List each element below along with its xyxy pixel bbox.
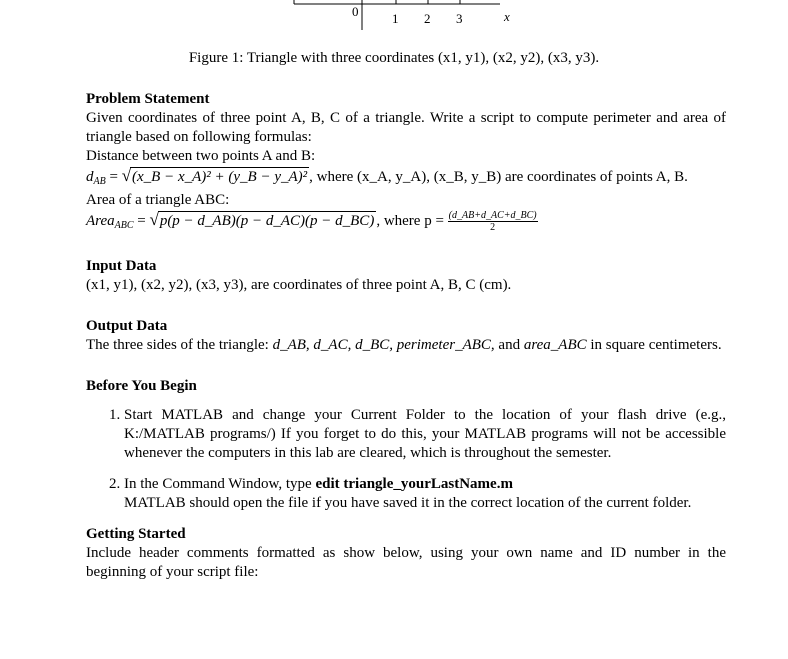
problem-heading: Problem Statement — [86, 91, 210, 107]
before-item-1: 1. Start MATLAB and change your Current Folder to the location of your flash drive (e.g., K:/MATLAB programs/) If you forget to do this, your MATLAB programs will not be accessible whenever the computers in this lab are cleared, which is throughout the semester. — [124, 406, 726, 463]
item2-prefix: In the Command Window, type — [124, 476, 316, 492]
figure-caption: Figure 1: Triangle with three coordinates (x1, y1), (x2, y2), (x3, y3). — [188, 50, 600, 66]
problem-section — [86, 90, 726, 235]
axis-label-1: 1 — [392, 11, 399, 26]
area-formula: Area$_{ABC}$ = √p(p − d_AB)(p − d_AC)(p − d_BC) , where p = $\frac{(d\_AB+d\_AC+d\_BC)}{2}$ — [86, 210, 537, 234]
getting-started-section — [86, 525, 726, 582]
output-vars: d_AB, d_AC, d_BC, perimeter_ABC, — [272, 337, 495, 353]
before-list — [86, 406, 726, 513]
input-section — [86, 257, 726, 295]
area-label: Area of a triangle ABC: — [86, 192, 230, 208]
p-numerator: (d_AB+d_AC+d_BC) — [448, 210, 537, 222]
axis-label-x: x — [504, 9, 510, 24]
area-where: , where p = — [376, 213, 444, 229]
output-area-var: area_ABC — [523, 337, 587, 353]
document-body — [86, 90, 726, 582]
output-text-end: in square centimeters. — [586, 337, 722, 353]
axis-label-3: 3 — [456, 11, 463, 26]
distance-lhs-sub: AB — [93, 176, 106, 187]
input-heading: Input Data — [86, 258, 157, 274]
output-and: and — [494, 337, 524, 353]
figure-axis-fragment — [290, 0, 530, 30]
problem-intro: Given coordinates of three point A, B, C of a triangle. Write a script to compute perimeter and area of triangle based on following formulas: — [86, 110, 726, 145]
before-section — [86, 377, 726, 513]
before-item-2 — [124, 475, 726, 513]
before-heading: Before You Begin — [86, 378, 197, 394]
distance-lhs: d — [86, 169, 94, 185]
sqrt-symbol: √ — [121, 166, 132, 185]
p-fraction — [448, 210, 538, 233]
distance-where: , where (x_A, y_A), (x_B, y_B) are coordinates of points A, B. — [309, 169, 688, 185]
item2-rest: MATLAB should open the file if you have saved it in the correct location of the current folder. — [124, 495, 692, 511]
distance-radicand: (x_B − x_A)² + (y_B − y_A)² — [132, 169, 308, 185]
p-denominator: 2 — [490, 222, 496, 234]
item2-command: edit triangle_yourLastName.m — [315, 476, 513, 492]
distance-formula: $d_{AB}$ = √(x_B − x_A)² + (y_B − y_A)² , where (x_A, y_A), (x_B, y_B) are coordinates of points A, B. — [86, 166, 688, 187]
axis-label-0: 0 — [352, 4, 359, 19]
getting-started-heading: Getting Started — [86, 526, 186, 542]
output-text-start: The three sides of the triangle: — [86, 337, 273, 353]
getting-started-text: Include header comments formatted as show below, using your own name and ID number in the beginning of your script file: — [86, 545, 726, 580]
area-lhs-sub: ABC — [114, 220, 134, 231]
output-heading: Output Data — [86, 318, 168, 334]
sqrt-symbol: √ — [149, 210, 159, 229]
area-radicand: p(p − d_AB)(p − d_AC)(p − d_BC) — [159, 213, 375, 229]
area-lhs: Area — [86, 213, 115, 229]
output-section — [86, 317, 726, 355]
axis-label-2: 2 — [424, 11, 431, 26]
input-text: (x1, y1), (x2, y2), (x3, y3), are coordinates of three point A, B, C (cm). — [86, 277, 512, 293]
output-text — [86, 336, 726, 355]
distance-label: Distance between two points A and B: — [86, 148, 316, 164]
